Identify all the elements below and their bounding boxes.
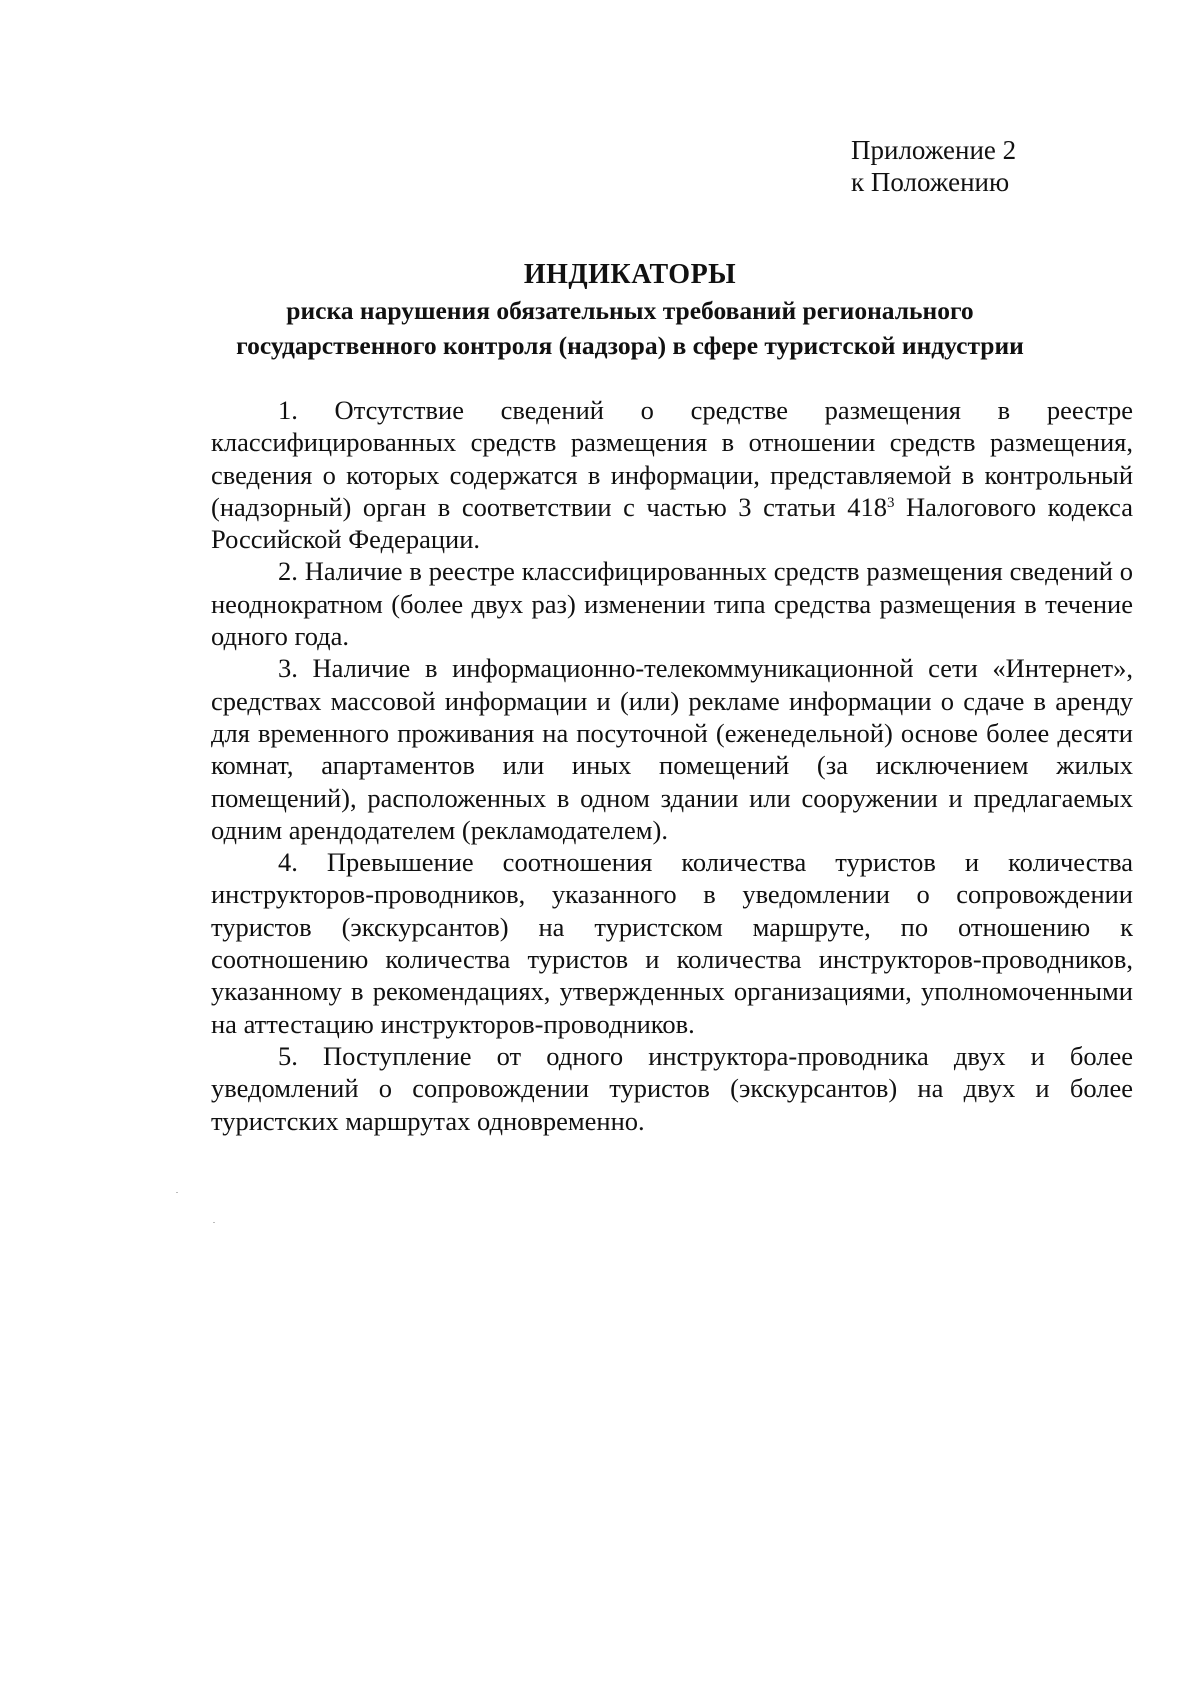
indicator-list (211, 394, 1133, 1137)
indicator-item-1-text: 1. Отсутствие сведений о средстве размещения в реестре классифицированных средств размещения в отношении средств размещения, сведения о которых содержатся в информации, представляемой в контрольный (надзорный) орган в соответствии с частью 3 статьи 418 (211, 395, 1133, 522)
document-subtitle-line-2: государственного контроля (надзора) в сфере туристской индустрии (236, 331, 1024, 360)
indicator-item-1-tail: Налогового кодекса Российской Федерации. (211, 491, 1134, 555)
indicator-item-3: 3. Наличие в информационно-телекоммуникационной сети «Интернет», средствах массовой информации и (или) рекламе информации о сдаче в аренду для временного проживания на посуточной (еженедельной) основе более десяти комнат, апартаментов или иных помещений (за исключением жилых помещений), расположенных в одном здании или сооружении и предлагаемых одним арендодателем (рекламодателем). (211, 653, 1133, 845)
indicator-item-1 (211, 394, 1133, 555)
annex-reference (851, 134, 1016, 198)
annex-number: Приложение 2 (851, 135, 1017, 165)
document-subtitle-line-1: риска нарушения обязательных требований регионального (286, 296, 974, 325)
scan-speck (213, 1222, 215, 1223)
indicator-item-2: 2. Наличие в реестре классифицированных средств размещения сведений о неоднократном (более двух раз) изменении типа средства размещения в течение одного года. (211, 556, 1133, 652)
indicator-item-5: 5. Поступление от одного инструктора-проводника двух и более уведомлений о сопровождении туристов (экскурсантов) на двух и более туристских маршрутах одновременно. (211, 1040, 1133, 1136)
scan-speck (176, 1192, 178, 1193)
document-heading (130, 258, 1130, 362)
indicator-item-4: 4. Превышение соотношения количества туристов и количества инструкторов-проводников, указанного в уведомлении о сопровождении туристов (экскурсантов) на туристском маршруте, по отношению к соотношению количества туристов и количества инструкторов-проводников, указанному в рекомендациях, утвержденных организациями, уполномоченными на аттестацию инструкторов-проводников. (211, 847, 1133, 1039)
annex-regulation: к Положению (851, 167, 1010, 197)
document-title: ИНДИКАТОРЫ (523, 259, 737, 290)
article-superscript: 3 (886, 494, 895, 511)
